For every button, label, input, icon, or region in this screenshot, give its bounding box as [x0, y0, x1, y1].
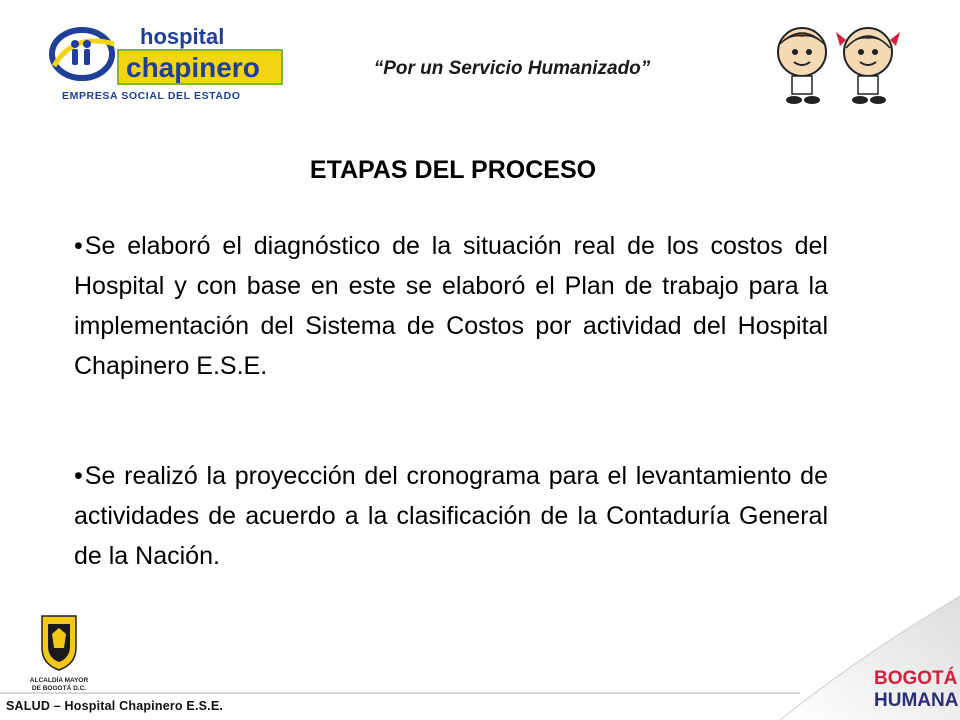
- bullet-item: [74, 226, 828, 386]
- footer-divider: [0, 692, 800, 694]
- bullet-text: Se elaboró el diagnóstico de la situación real de los costos del Hospital y con base en este se elaboró el Plan de trabajo para la implementación del Sistema de Costos por actividad del Hospital Chapinero E.S.E.: [74, 232, 828, 380]
- logo-word-chapinero: chapinero: [126, 52, 260, 83]
- slide-title: ETAPAS DEL PROCESO: [309, 156, 597, 184]
- hospital-chapinero-logo: [44, 22, 288, 104]
- logo-word-hospital: hospital: [140, 24, 225, 49]
- alcaldia-line1: ALCALDÍA MAYOR: [29, 677, 89, 684]
- humana-word: HUMANA: [874, 690, 959, 711]
- logo-subtitle: EMPRESA SOCIAL DEL ESTADO: [62, 90, 241, 102]
- bullet-item: [74, 456, 828, 576]
- slogan: “Por un Servicio Humanizado”: [373, 58, 651, 79]
- bullet-text: Se realizó la proyección del cronograma para el levantamiento de actividades de acuerdo a la clasificación de la Contaduría General de la Nación.: [74, 462, 828, 570]
- bullet-dot: •: [74, 462, 83, 490]
- bullet-dot: •: [74, 232, 83, 260]
- bogota-humana-logo: [872, 662, 959, 712]
- footer-text: SALUD – Hospital Chapinero E.S.E.: [6, 699, 224, 713]
- alcaldia-bogota-coat-of-arms-icon: [28, 612, 90, 696]
- alcaldia-line2: DE BOGOTÁ D.C.: [31, 685, 87, 692]
- two-children-mascots-icon: [762, 22, 912, 106]
- bogota-word: BOGOTÁ: [874, 668, 958, 689]
